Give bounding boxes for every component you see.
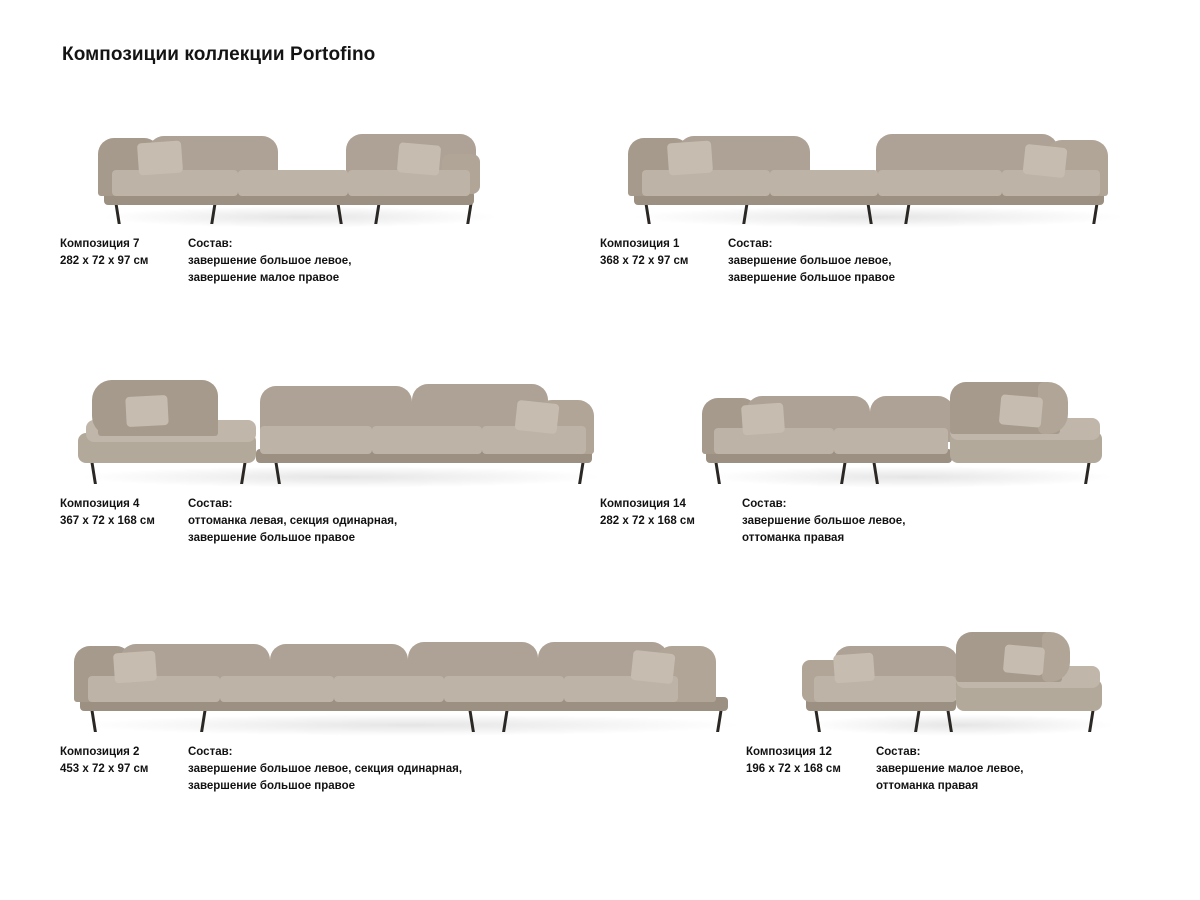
sofa-leg [946, 708, 953, 732]
seat-cushion [348, 170, 470, 196]
composition-identity [60, 744, 188, 795]
composition-identity [600, 236, 728, 287]
composition-line: завершение большое левое, [188, 255, 352, 267]
grid-row [60, 604, 1140, 854]
composition-line: завершение большое правое [188, 532, 356, 544]
composition-line: завершение малое левое, [876, 763, 1024, 775]
throw-pillow [137, 141, 183, 176]
composition-dimensions: 368 x 72 x 97 см [600, 255, 689, 267]
sofa-illustration-4 [60, 344, 600, 484]
throw-pillow [125, 395, 169, 427]
sofa-leg [914, 708, 921, 732]
sofa-leg [90, 460, 97, 484]
grid-row [60, 344, 1140, 604]
composition-line: завершение большое левое, [742, 515, 906, 527]
throw-pillow [515, 400, 560, 434]
sofa-illustration-12 [600, 604, 1140, 732]
sofa-leg [840, 460, 847, 484]
grid-row [60, 94, 1140, 344]
sofa-leg [742, 202, 748, 224]
composition-name: Композиция 14 [600, 498, 686, 510]
seat-cushion [770, 170, 878, 196]
composition-line: оттоманка правая [742, 532, 845, 544]
seat-cushion [238, 170, 348, 196]
sofa-leg [904, 202, 910, 224]
floor-shadow [806, 714, 1116, 736]
throw-pillow [833, 653, 875, 684]
composition-caption [600, 236, 1140, 287]
sofa-leg [114, 202, 120, 224]
seat-cushion [220, 676, 334, 702]
composition-details [728, 236, 895, 287]
composition-line: завершение малое правое [188, 272, 340, 284]
throw-pillow [741, 403, 785, 436]
composition-name: Композиция 4 [60, 498, 140, 510]
throw-pillow [1003, 644, 1045, 675]
sofa-illustration-7 [60, 94, 600, 224]
sofa-illustration-2 [60, 604, 600, 732]
throw-pillow [113, 651, 157, 684]
composition-dimensions: 453 x 72 x 97 см [60, 763, 149, 775]
composition-caption [60, 236, 600, 287]
composition-grid [60, 94, 1140, 854]
floor-shadow [100, 206, 500, 228]
composition-label: Состав: [728, 238, 773, 250]
floor-shadow [628, 206, 1128, 228]
composition-identity [60, 236, 188, 287]
composition-dimensions: 196 x 72 x 168 см [746, 763, 841, 775]
composition-card-2[interactable] [60, 604, 600, 854]
sofa-leg [578, 460, 585, 484]
sofa-leg [210, 202, 216, 224]
composition-name: Композиция 2 [60, 746, 140, 758]
composition-line: завершение большое правое [728, 272, 896, 284]
sofa-leg [466, 202, 472, 224]
seat-cushion [334, 676, 444, 702]
composition-details [876, 744, 1024, 795]
throw-pillow [397, 142, 441, 176]
sofa-arm-left [92, 380, 126, 436]
sofa-leg [644, 202, 650, 224]
floor-shadow [706, 466, 1116, 488]
seat-cushion [878, 170, 1002, 196]
seat-cushion [112, 170, 238, 196]
composition-label: Состав: [188, 498, 233, 510]
floor-shadow [76, 466, 606, 488]
seat-cushion [260, 426, 372, 454]
composition-caption [600, 744, 1140, 795]
composition-details [742, 496, 905, 547]
composition-card-7[interactable] [60, 94, 600, 344]
composition-label: Состав: [876, 746, 921, 758]
composition-line: оттоманка левая, секция одинарная, [188, 515, 398, 527]
throw-pillow [1023, 144, 1068, 178]
composition-line: завершение большое левое, [728, 255, 892, 267]
throw-pillow [999, 394, 1043, 428]
composition-name: Композиция 7 [60, 238, 140, 250]
composition-label: Состав: [742, 498, 787, 510]
composition-dimensions: 282 x 72 x 97 см [60, 255, 149, 267]
composition-label: Состав: [188, 238, 233, 250]
composition-details [188, 496, 397, 547]
sofa-leg [814, 708, 821, 732]
sofa-leg [240, 460, 247, 484]
composition-label: Состав: [188, 746, 233, 758]
sofa-illustration-1 [600, 94, 1140, 224]
composition-name: Композиция 1 [600, 238, 680, 250]
seat-cushion [444, 676, 564, 702]
composition-card-14[interactable] [600, 344, 1140, 604]
composition-dimensions: 367 x 72 x 168 см [60, 515, 155, 527]
composition-caption [600, 496, 1140, 547]
ottoman-arm [1038, 382, 1068, 434]
sofa-leg [274, 460, 281, 484]
page-title: Композиции коллекции Portofino [62, 44, 376, 65]
sofa-leg [1084, 460, 1091, 484]
composition-caption [60, 744, 600, 795]
sofa-leg [1088, 708, 1095, 732]
sofa-leg [872, 460, 879, 484]
composition-name: Композиция 12 [746, 746, 832, 758]
throw-pillow [667, 141, 713, 176]
composition-card-4[interactable] [60, 344, 600, 604]
composition-card-1[interactable] [600, 94, 1140, 344]
sofa-leg [336, 202, 342, 224]
sofa-leg [374, 202, 380, 224]
sofa-leg [866, 202, 872, 224]
composition-line: оттоманка правая [876, 780, 979, 792]
sofa-leg [1092, 202, 1098, 224]
composition-details [188, 744, 462, 795]
seat-cushion [834, 428, 948, 454]
composition-identity [600, 496, 742, 547]
sofa-leg [502, 708, 509, 732]
sofa-leg [90, 708, 97, 732]
seat-cushion [372, 426, 482, 454]
composition-caption [60, 496, 600, 547]
sofa-leg [468, 708, 475, 732]
sofa-illustration-14 [600, 344, 1140, 484]
composition-dimensions: 282 x 72 x 168 см [600, 515, 695, 527]
composition-identity [60, 496, 188, 547]
composition-line: завершение большое правое [188, 780, 356, 792]
composition-identity [746, 744, 876, 795]
composition-details [188, 236, 351, 287]
seat-cushion [642, 170, 770, 196]
composition-line: завершение большое левое, секция одинарная, [188, 763, 463, 775]
composition-card-12[interactable] [600, 604, 1140, 854]
sofa-leg [200, 708, 207, 732]
sofa-leg [714, 460, 721, 484]
